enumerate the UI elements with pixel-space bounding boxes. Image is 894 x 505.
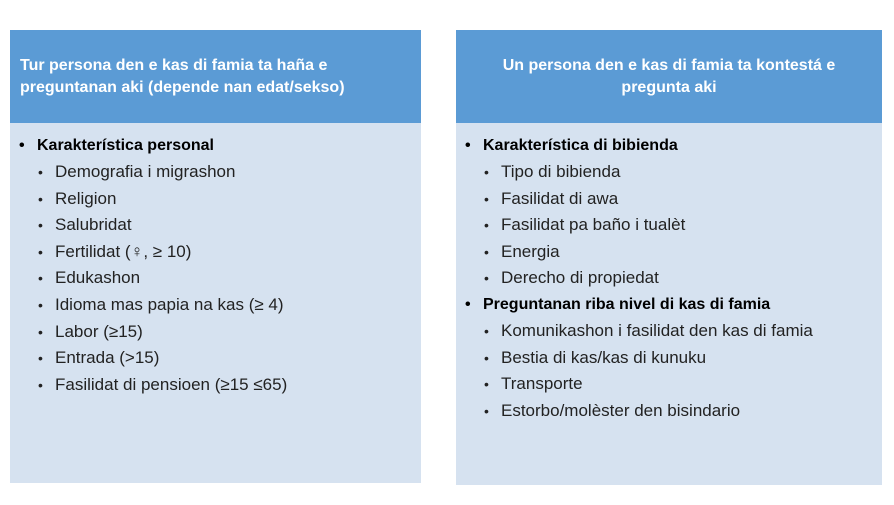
- bullet-icon: •: [38, 350, 43, 367]
- left-list-item: • Idioma mas papia na kas (≥ 4): [10, 292, 421, 319]
- bullet-icon: •: [38, 323, 43, 340]
- left-list-item: • Entrada (>15): [10, 345, 421, 372]
- left-list-item: • Demografia i migrashon: [10, 159, 421, 186]
- bullet-icon: •: [38, 376, 43, 393]
- right-list-item: • Energia: [456, 239, 882, 266]
- bullet-icon: •: [38, 164, 43, 180]
- bullet-icon: •: [484, 190, 489, 207]
- bullet-icon: •: [484, 349, 489, 366]
- right-list-item: • Estorbo/molèster den bisindario: [456, 398, 882, 425]
- right-panel-body: [456, 123, 882, 485]
- bullet-icon: •: [484, 270, 489, 287]
- right-list-item: • Bestia di kas/kas di kunuku: [456, 345, 882, 372]
- bullet-icon: •: [484, 217, 489, 234]
- left-list-item: • Edukashon: [10, 265, 421, 292]
- bullet-icon: •: [465, 295, 471, 313]
- bullet-icon: •: [465, 137, 471, 154]
- right-list-item: • Fasilidat pa baño i tualèt: [456, 212, 882, 239]
- right-list-item: • Transporte: [456, 371, 882, 398]
- bullet-icon: •: [484, 402, 489, 419]
- left-list-item: • Labor (≥15): [10, 319, 421, 346]
- bullet-icon: •: [38, 217, 43, 234]
- left-panel: [10, 30, 421, 483]
- bullet-icon: •: [484, 376, 489, 393]
- left-list-item: • Fertilidat (♀, ≥ 10): [10, 239, 421, 266]
- right-list-item: • Komunikashon i fasilidat den kas di famia: [456, 318, 882, 345]
- right-section-heading: • Karakterística di bibienda: [456, 133, 882, 159]
- left-panel-body: [10, 123, 421, 483]
- bullet-icon: •: [38, 270, 43, 287]
- right-panel-title: Un persona den e kas di famia ta kontestá e pregunta aki: [456, 30, 882, 123]
- right-panel: [456, 30, 882, 485]
- bullet-icon: •: [38, 243, 43, 260]
- left-section-heading: • Karakterística personal: [10, 133, 421, 159]
- bullet-icon: •: [484, 164, 489, 180]
- bullet-icon: •: [19, 137, 25, 154]
- right-list-item: • Fasilidat di awa: [456, 186, 882, 213]
- left-list-item: • Salubridat: [10, 212, 421, 239]
- bullet-icon: •: [484, 322, 489, 339]
- left-list-item: • Religion: [10, 186, 421, 213]
- right-list-item: • Tipo di bibienda: [456, 159, 882, 186]
- bullet-icon: •: [484, 243, 489, 260]
- bullet-icon: •: [38, 296, 43, 313]
- right-section-heading: • Preguntanan riba nivel di kas di famia: [456, 292, 882, 318]
- left-panel-title: Tur persona den e kas di famia ta haña e preguntanan aki (depende nan edat/sekso): [10, 30, 421, 123]
- right-list-item: • Derecho di propiedat: [456, 265, 882, 292]
- left-list-item: • Fasilidat di pensioen (≥15 ≤65): [10, 372, 421, 399]
- bullet-icon: •: [38, 190, 43, 207]
